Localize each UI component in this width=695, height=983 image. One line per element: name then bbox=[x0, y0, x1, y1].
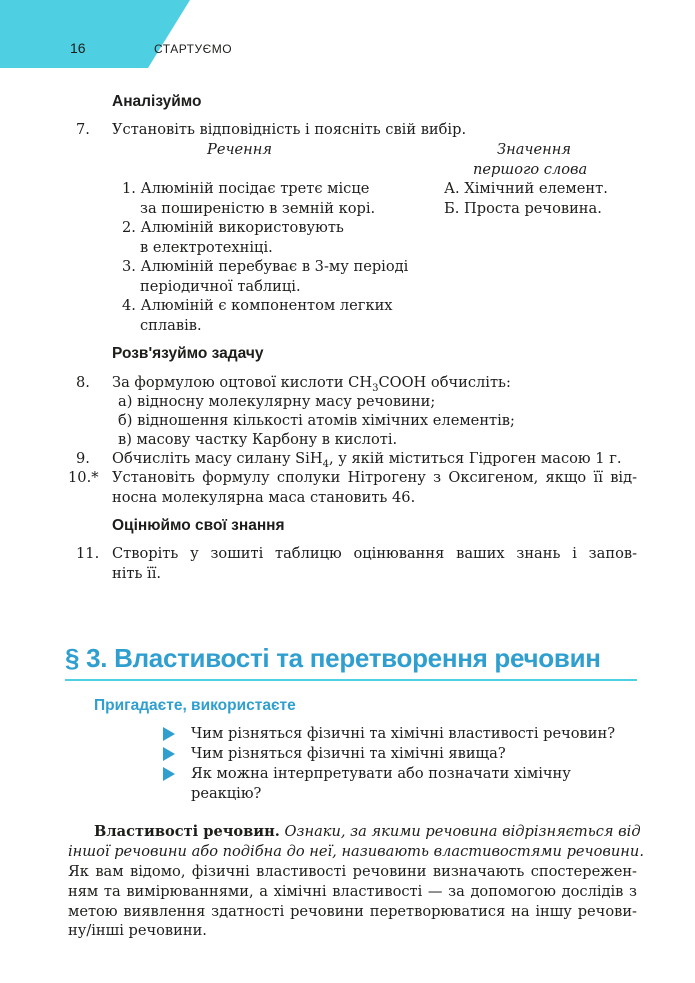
q7-answer-b: Б. Проста речовина. bbox=[444, 200, 602, 217]
paragraph-line-1 bbox=[94, 822, 641, 842]
evaluate-heading: Оцінюймо свої знання bbox=[112, 517, 285, 534]
q8-text bbox=[112, 373, 511, 393]
q9-number: 9. bbox=[76, 450, 90, 467]
q7-sentence-3-cont: періодичної таблиці. bbox=[140, 278, 301, 295]
recall-bullet-3-cont: реакцію? bbox=[191, 785, 262, 802]
term-bold: Властивості речовин. bbox=[94, 823, 280, 840]
paragraph-line-6: ну/інші речовини. bbox=[68, 922, 207, 939]
page-number: 16 bbox=[70, 40, 86, 56]
q8-part-b: б) відношення кількості атомів хімічних елементів; bbox=[118, 412, 515, 429]
bullet-arrow-icon bbox=[163, 767, 175, 781]
q10-line-1: Установіть формулу сполуки Нітрогену з Оксигеном, якщо її від- bbox=[112, 469, 637, 486]
section-rule bbox=[65, 679, 637, 681]
q10-number: 10.* bbox=[68, 469, 99, 486]
q9-text-post: , у якій міститься Гідроген масою 1 г. bbox=[328, 450, 622, 467]
definition-italic: Ознаки, за якими речовина відрізняється від bbox=[284, 823, 641, 840]
q10-line-2: носна молекулярна маса становить 46. bbox=[112, 489, 416, 506]
paragraph-line-4: ням та вимірюваннями, а хімічні властивості — за допомогою дослідів з bbox=[68, 883, 637, 900]
q7-answer-a: А. Хімічний елемент. bbox=[444, 180, 608, 197]
q7-sentence-4-cont: сплавів. bbox=[140, 317, 202, 334]
recall-bullet-3: Як можна інтерпретувати або позначати хімічну bbox=[191, 765, 571, 782]
q8-text-post: COOH обчисліть: bbox=[378, 374, 511, 391]
q7-sentence-2-cont: в електротехніці. bbox=[140, 239, 273, 256]
q8-part-c: в) масову частку Карбону в кислоті. bbox=[118, 431, 398, 448]
q7-sentence-3: 3. Алюміній перебуває в 3-му періоді bbox=[122, 258, 409, 275]
q8-number: 8. bbox=[76, 374, 90, 391]
q8-part-a: а) відносну молекулярну масу речовини; bbox=[118, 393, 436, 410]
q7-sentence-2: 2. Алюміній використовують bbox=[122, 219, 344, 236]
q11-line-1: Створіть у зошиті таблицю оцінювання ваших знань і запов- bbox=[112, 545, 637, 562]
q8-subscript: 3 bbox=[372, 382, 379, 394]
q11-line-2: ніть її. bbox=[112, 565, 162, 582]
bullet-arrow-icon bbox=[163, 747, 175, 761]
q7-number: 7. bbox=[76, 121, 90, 138]
section-title: § 3. Властивості та перетворення речовин bbox=[65, 643, 601, 673]
solve-heading: Розв'язуймо задачу bbox=[112, 345, 264, 362]
recall-bullet-2: Чим різняться фізичні та хімічні явища? bbox=[191, 745, 506, 762]
q9-text-pre: Обчисліть масу силану SiH bbox=[112, 450, 323, 467]
paragraph-line-5: метою виявлення здатності речовини перетворюватися на іншу речови- bbox=[68, 903, 637, 920]
q7-text: Установіть відповідність і поясніть свій вибір. bbox=[112, 121, 467, 138]
q7-sentence-4: 4. Алюміній є компонентом легких bbox=[122, 297, 393, 314]
q7-col2-title-2: першого слова bbox=[473, 161, 588, 178]
q7-col1-title: Речення bbox=[207, 141, 273, 158]
q9-text bbox=[112, 449, 622, 469]
bullet-arrow-icon bbox=[163, 727, 175, 741]
paragraph-line-3: Як вам відомо, фізичні властивості речовини визначають спостережен- bbox=[68, 863, 637, 880]
q7-sentence-1-cont: за поширеністю в земній корі. bbox=[140, 200, 376, 217]
recall-bullet-1: Чим різняться фізичні та хімічні властивості речовин? bbox=[191, 725, 616, 742]
header-band bbox=[0, 0, 190, 68]
analyze-heading: Аналізуймо bbox=[112, 93, 202, 110]
running-header: СТАРТУЄМО bbox=[154, 42, 233, 56]
recall-heading: Пригадаєте, використаєте bbox=[94, 697, 296, 714]
q7-sentence-1: 1. Алюміній посідає третє місце bbox=[122, 180, 370, 197]
q11-number: 11. bbox=[76, 545, 100, 562]
q8-text-pre: За формулою оцтової кислоти CH bbox=[112, 374, 373, 391]
q9-subscript: 4 bbox=[322, 458, 329, 470]
q7-col2-title: Значення bbox=[497, 141, 572, 158]
paragraph-line-2: іншої речовини або подібна до неї, називають властивостями речовини. bbox=[68, 843, 644, 860]
